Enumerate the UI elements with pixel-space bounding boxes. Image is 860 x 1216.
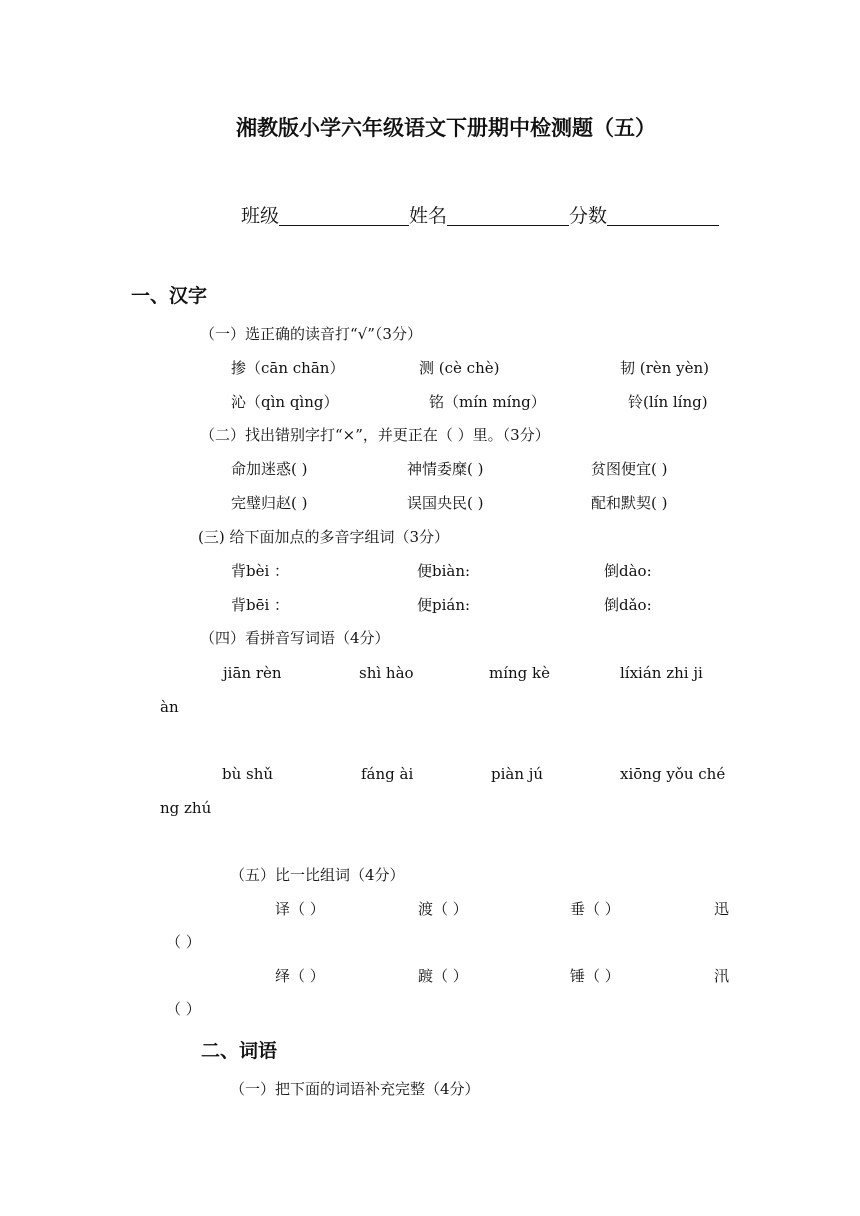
pinyin-choice: 掺（cān chān） bbox=[231, 359, 345, 377]
compare-item-wrap: （ ） bbox=[166, 1000, 201, 1018]
pinyin-word: fáng ài bbox=[361, 765, 414, 783]
compare-item: 迅 bbox=[714, 900, 730, 918]
compare-item: 汛 bbox=[714, 967, 730, 985]
class-label: 班级 bbox=[241, 205, 280, 227]
pinyin-word: shì hào bbox=[359, 664, 414, 682]
polyphone-item: 便pián: bbox=[417, 596, 471, 614]
name-blank bbox=[447, 206, 569, 226]
pinyin-word: míng kè bbox=[489, 664, 551, 682]
question-label: （二）找出错别字打“×”，并更正在（ ）里。（3分） bbox=[200, 426, 550, 444]
question-label: （一）选正确的读音打“√”（3分） bbox=[200, 325, 422, 343]
polyphone-item: 背bèi ： bbox=[231, 562, 290, 580]
score-label: 分数 bbox=[569, 205, 608, 227]
pinyin-word: xiōng yǒu ché bbox=[620, 765, 726, 783]
compare-item: 绎（ ） bbox=[275, 967, 325, 985]
pinyin-choice: 沁（qìn qìng） bbox=[231, 393, 339, 411]
section-heading-hanzi: 一、汉字 bbox=[131, 285, 208, 307]
pinyin-choice: 铭（mín míng） bbox=[429, 393, 546, 411]
typo-item: 误国央民( ) bbox=[407, 494, 484, 512]
typo-item: 命加迷惑( ) bbox=[231, 460, 308, 478]
polyphone-item: 背bēi ： bbox=[231, 596, 290, 614]
typo-item: 神情委糜( ) bbox=[407, 460, 484, 478]
compare-item: 锤（ ） bbox=[570, 967, 620, 985]
polyphone-item: 倒dào: bbox=[604, 562, 652, 580]
question-label: （五）比一比组词（4分） bbox=[230, 866, 405, 884]
compare-item: 踱（ ） bbox=[418, 967, 468, 985]
typo-item: 贫图便宜( ) bbox=[591, 460, 668, 478]
class-blank bbox=[279, 206, 409, 226]
polyphone-item: 便biàn: bbox=[417, 562, 471, 580]
typo-item: 完璧归赵( ) bbox=[231, 494, 308, 512]
student-info-line bbox=[241, 206, 719, 226]
question-label: （四）看拼音写词语（4分） bbox=[200, 629, 390, 647]
pinyin-choice: 铃(lín líng) bbox=[628, 393, 708, 411]
question-label: （一）把下面的词语补充完整（4分） bbox=[230, 1080, 480, 1098]
pinyin-word-wrap: ng zhú bbox=[160, 799, 212, 817]
typo-item: 配和默契( ) bbox=[591, 494, 668, 512]
score-blank bbox=[607, 206, 719, 226]
section-heading-ciyu: 二、词语 bbox=[201, 1040, 278, 1062]
compare-item: 垂（ ） bbox=[570, 900, 620, 918]
pinyin-word: jiān rèn bbox=[223, 664, 282, 682]
compare-item: 译（ ） bbox=[275, 900, 325, 918]
pinyin-choice: 测 (cè chè) bbox=[419, 359, 500, 377]
name-label: 姓名 bbox=[409, 205, 448, 227]
pinyin-word: líxián zhi ji bbox=[620, 664, 703, 682]
pinyin-choice: 韧 (rèn yèn) bbox=[620, 359, 709, 377]
compare-item-wrap: （ ） bbox=[166, 933, 201, 951]
polyphone-item: 倒dǎo: bbox=[604, 596, 652, 614]
page-title: 湘教版小学六年级语文下册期中检测题（五） bbox=[236, 116, 656, 140]
compare-item: 渡（ ） bbox=[418, 900, 468, 918]
pinyin-word: bù shǔ bbox=[222, 765, 274, 783]
pinyin-word: piàn jú bbox=[491, 765, 544, 783]
question-label: (三) 给下面加点的多音字组词（3分） bbox=[198, 528, 450, 546]
pinyin-word-wrap: àn bbox=[160, 698, 179, 716]
